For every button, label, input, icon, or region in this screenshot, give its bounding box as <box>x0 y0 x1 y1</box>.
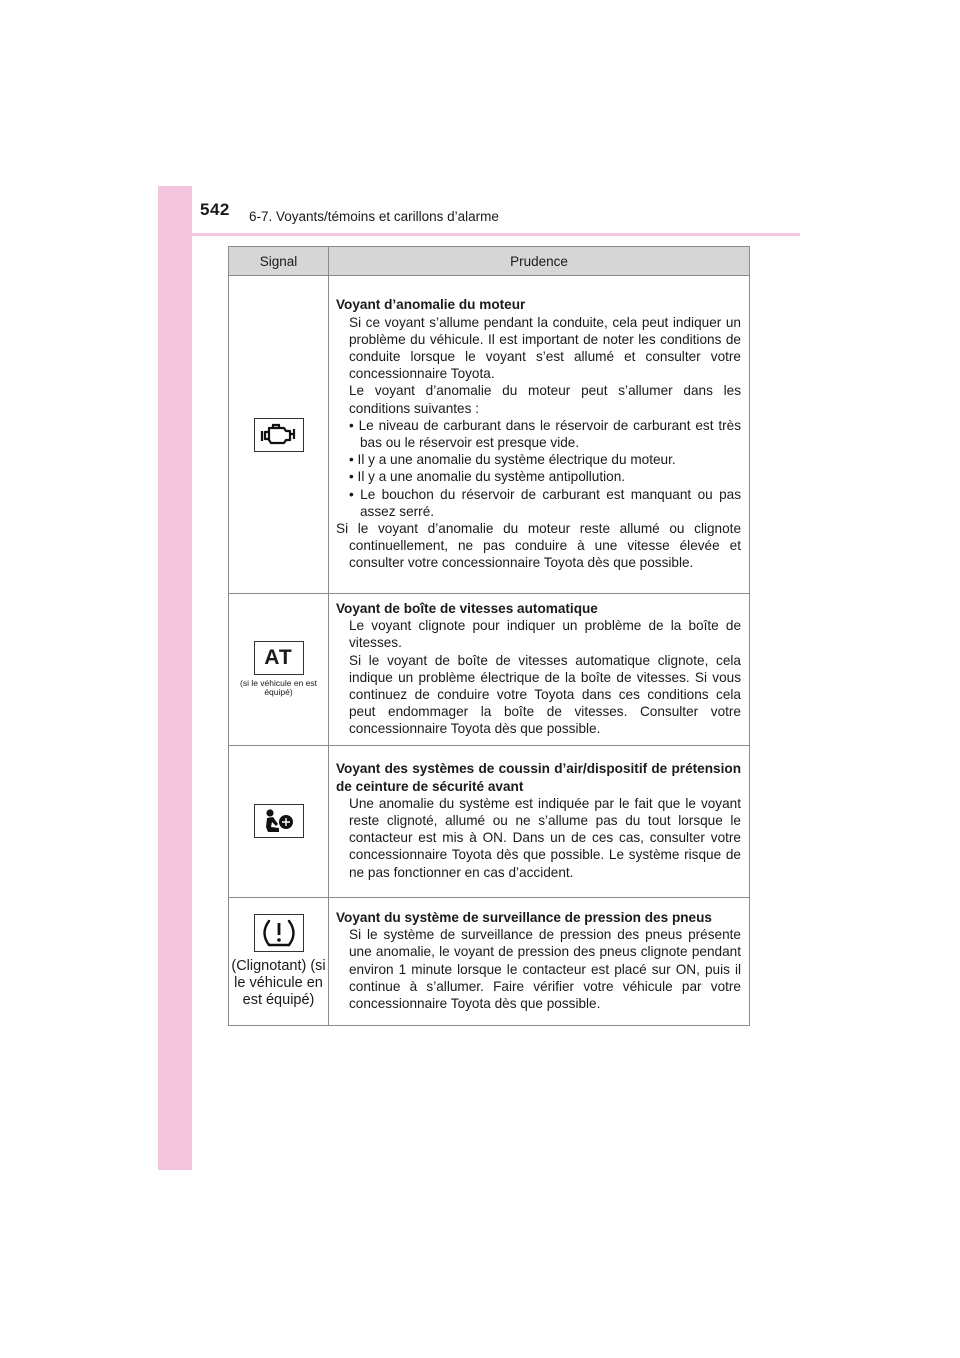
header-rule <box>192 233 800 236</box>
caution-cell <box>329 897 750 1025</box>
paragraph: Le voyant clignote pour indiquer un problème de la boîte de vitesses. <box>349 618 741 651</box>
bullet-item: • Le bouchon du réservoir de carburant est manquant ou pas assez serré. <box>349 486 741 519</box>
page-number: 542 <box>200 200 230 219</box>
bullet-item: • Le niveau de carburant dans le réservoir de carburant est très bas ou le réservoir est presque vide. <box>349 417 741 450</box>
engine-icon <box>254 418 304 452</box>
warning-light-table <box>228 246 750 1026</box>
equipment-note: (si le véhicule en est équipé) <box>239 677 317 698</box>
table-row <box>229 897 750 1025</box>
signal-cell <box>229 276 329 594</box>
bullet-item: • Il y a une anomalie du système antipollution. <box>349 469 626 485</box>
signal-cell <box>229 897 329 1025</box>
item-title: Voyant de boîte de vitesses automatique <box>336 601 598 616</box>
caution-cell <box>329 745 750 897</box>
table-row <box>229 276 750 594</box>
table-header-row <box>229 247 750 276</box>
paragraph: Le voyant d’anomalie du moteur peut s’allumer dans les conditions suivantes : <box>349 383 741 416</box>
section-title: 6-7. Voyants/témoins et carillons d’alarme <box>249 209 499 224</box>
side-tab-band <box>158 186 192 1170</box>
item-title: Voyant du système de surveillance de pression des pneus <box>336 910 712 926</box>
at-icon <box>254 641 304 675</box>
column-header-signal: Signal <box>229 247 329 276</box>
item-title: Voyant des systèmes de coussin d’air/dispositif de prétension de ceinture de sécurité avant <box>336 761 741 794</box>
paragraph: Si le système de surveillance de pression des pneus présente une anomalie, le voyant de pression des pneus clignote pendant environ 1 minute lorsque le contacteur est placé sur ON, puis il continue à s’allumer. Faire vérifier votre véhicule par votre concessionnaire Toyota dès que possible. <box>349 927 741 1012</box>
equipment-note: (Clignotant) (si le véhicule en est équipé) <box>231 957 326 1008</box>
bullet-item: • Il y a une anomalie du système électrique du moteur. <box>349 452 676 468</box>
paragraph: Si le voyant de boîte de vitesses automatique clignote, cela indique un problème électrique de la boîte de vitesses. Si vous continuez de conduire votre Toyota dans ces conditions cela peut endommager la boîte de vitesses. Consulter votre concessionnaire Toyota dès que possible. <box>349 652 741 737</box>
at-icon-text: AT <box>264 645 293 669</box>
signal-cell <box>229 745 329 897</box>
paragraph: Si ce voyant s’allume pendant la conduite, cela peut indiquer un problème du véhicule. Il est important de noter les conditions de conduite lorsque le voyant s’est allumé et consulter votre concessionnaire Toyota. <box>349 314 741 382</box>
paragraph: Si le voyant d’anomalie du moteur reste allumé ou clignote continuellement, ne pas conduire à une vitesse élevée et consulter votre concessionnaire Toyota dès que possible. <box>336 521 741 571</box>
paragraph: Une anomalie du système est indiquée par le fait que le voyant reste clignoté, allumé ou ne s’allume pas du tout lorsque le contacteur est mis à ON. Dans un de ces cas, consulter votre concessionnaire Toyota dès que possible. Le système risque de ne pas fonctionner en cas d’accident. <box>349 795 741 880</box>
table-row <box>229 594 750 746</box>
signal-cell <box>229 594 329 746</box>
caution-cell <box>329 594 750 746</box>
caution-cell <box>329 276 750 594</box>
tire-pressure-icon <box>254 914 304 952</box>
airbag-icon <box>254 804 304 838</box>
item-title: Voyant d’anomalie du moteur <box>336 297 526 313</box>
column-header-caution: Prudence <box>329 247 750 276</box>
table-row <box>229 745 750 897</box>
